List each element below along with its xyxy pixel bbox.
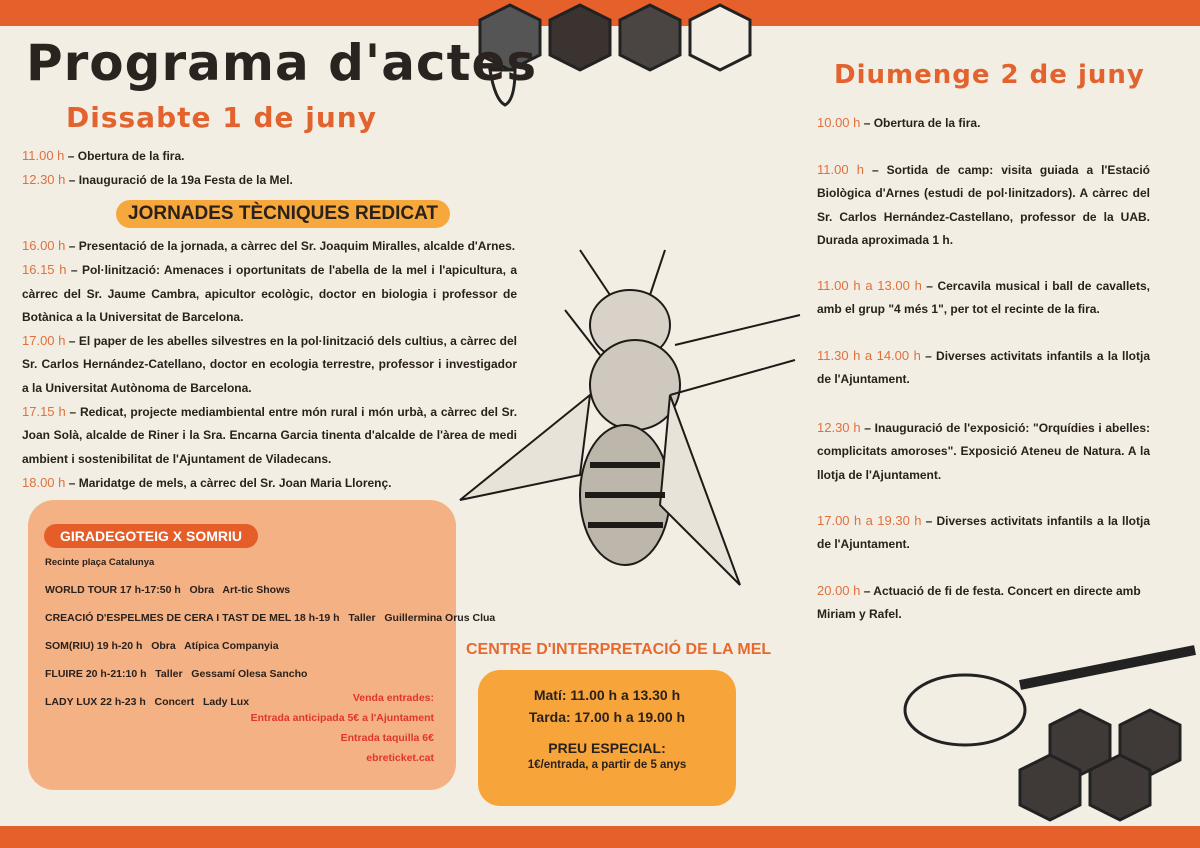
show-item: LADY LUX 22 h-23 h Concert Lady Lux (45, 696, 250, 708)
jornades-title-badge: JORNADES TÈCNIQUES REDICAT (116, 200, 450, 228)
venue-label: Recinte plaça Catalunya (45, 557, 155, 568)
saturday-heading: Dissabte 1 de juny (66, 101, 377, 134)
event-item: 16.15 h – Pol·linització: Amenaces i oportunitats de l'abella de la mel i l'apicultura, a càrrec del Sr. Jaume Cambra, apicultor ecològic, doctor en biologia i professor de Botànica a la Universitat de Barcelona. (22, 262, 518, 324)
event-item: 17.00 h – El paper de les abelles silvestres en la pol·linització dels cultius, a càrrec del Sr. Carlos Hernández-Catellano, doctor en ecologia terrestre, professor i investigador a la Universitat Autònoma de Barcelona. (22, 333, 517, 395)
event-item: 17.15 h – Redicat, projecte mediambiental entre món rural i món urbà, a càrrec del Sr. Joan Solà, alcalde de Riner i la Sra. Encarna Garcia tinenta d'alcalde de l'àrea de medi ambient i sostenibilitat de l'Ajuntament de Viladecans. (22, 404, 518, 466)
saturday-intro-list (22, 144, 517, 193)
show-item: WORLD TOUR 17 h-17:50 h Obra Art-tic Shows (45, 584, 291, 596)
show-item: CREACIÓ D'ESPELMES DE CERA I TAST DE MEL 18 h-19 h Taller Guillermina Orus Clua (45, 612, 496, 624)
event-item: 12.30 h – Inauguració de la 19a Festa de la Mel. (22, 172, 293, 188)
centre-box: Matí: 11.00 h a 13.30 h Tarda: 17.00 h a 19.00 h PREU ESPECIAL: 1€/entrada, a partir de 5 anys (478, 670, 736, 806)
event-item: 12.30 h – Inauguració de l'exposició: "Orquídies i abelles: complicitats amoroses". Exposició Ateneu de Natura. A la llotja de l'Ajuntament. (817, 420, 1151, 482)
event-item: 11.30 h a 14.00 h – Diverses activitats infantils a la llotja de l'Ajuntament. (817, 348, 1151, 387)
tickets-info: Venda entrades: Entrada anticipada 5€ a l'Ajuntament Entrada taquilla 6€ ebreticket.cat (251, 688, 434, 768)
sunday-heading: Diumenge 2 de juny (834, 60, 1145, 90)
page-title: Programa d'actes (26, 34, 538, 92)
event-item: 20.00 h – Actuació de fi de festa. Concert en directe amb Miriam y Rafel. (817, 583, 1141, 622)
centre-title: CENTRE D'INTERPRETACIÓ DE LA MEL (466, 641, 772, 658)
event-item: 17.00 h a 19.30 h – Diverses activitats infantils a la llotja de l'Ajuntament. (817, 513, 1151, 552)
show-item: FLUIRE 20 h-21:10 h Taller Gessamí Olesa Sancho (45, 668, 308, 680)
honey-dipper-illustration (900, 630, 1200, 830)
event-item: 11.00 h a 13.00 h – Cercavila musical i ball de cavallets, amb el grup "4 més 1", per tot el recinte de la fira. (817, 278, 1150, 317)
event-item: 10.00 h – Obertura de la fira. (817, 115, 981, 130)
jornades-list (22, 234, 517, 495)
event-item: 11.00 h – Sortida de camp: visita guiada a l'Estació Biològica d'Arnes (estudi de pol·linitzadors). A càrrec del Sr. Carlos Hernández-Castellano, professor de la UAB. Durada aproximada 1 h. (817, 162, 1151, 247)
show-item: SOM(RIU) 19 h-20 h Obra Atípica Companyia (45, 640, 279, 652)
ticket-link[interactable]: ebreticket.cat (366, 752, 434, 764)
event-item: 16.00 h – Presentació de la jornada, a càrrec del Sr. Joaquim Miralles, alcalde d'Arnes. (22, 238, 516, 253)
event-item: 11.00 h – Obertura de la fira. (22, 148, 185, 163)
giradegoteig-title-badge: GIRADEGOTEIG X SOMRIU (44, 524, 258, 548)
event-item: 18.00 h – Maridatge de mels, a càrrec del Sr. Joan Maria Llorenç. (22, 474, 392, 490)
